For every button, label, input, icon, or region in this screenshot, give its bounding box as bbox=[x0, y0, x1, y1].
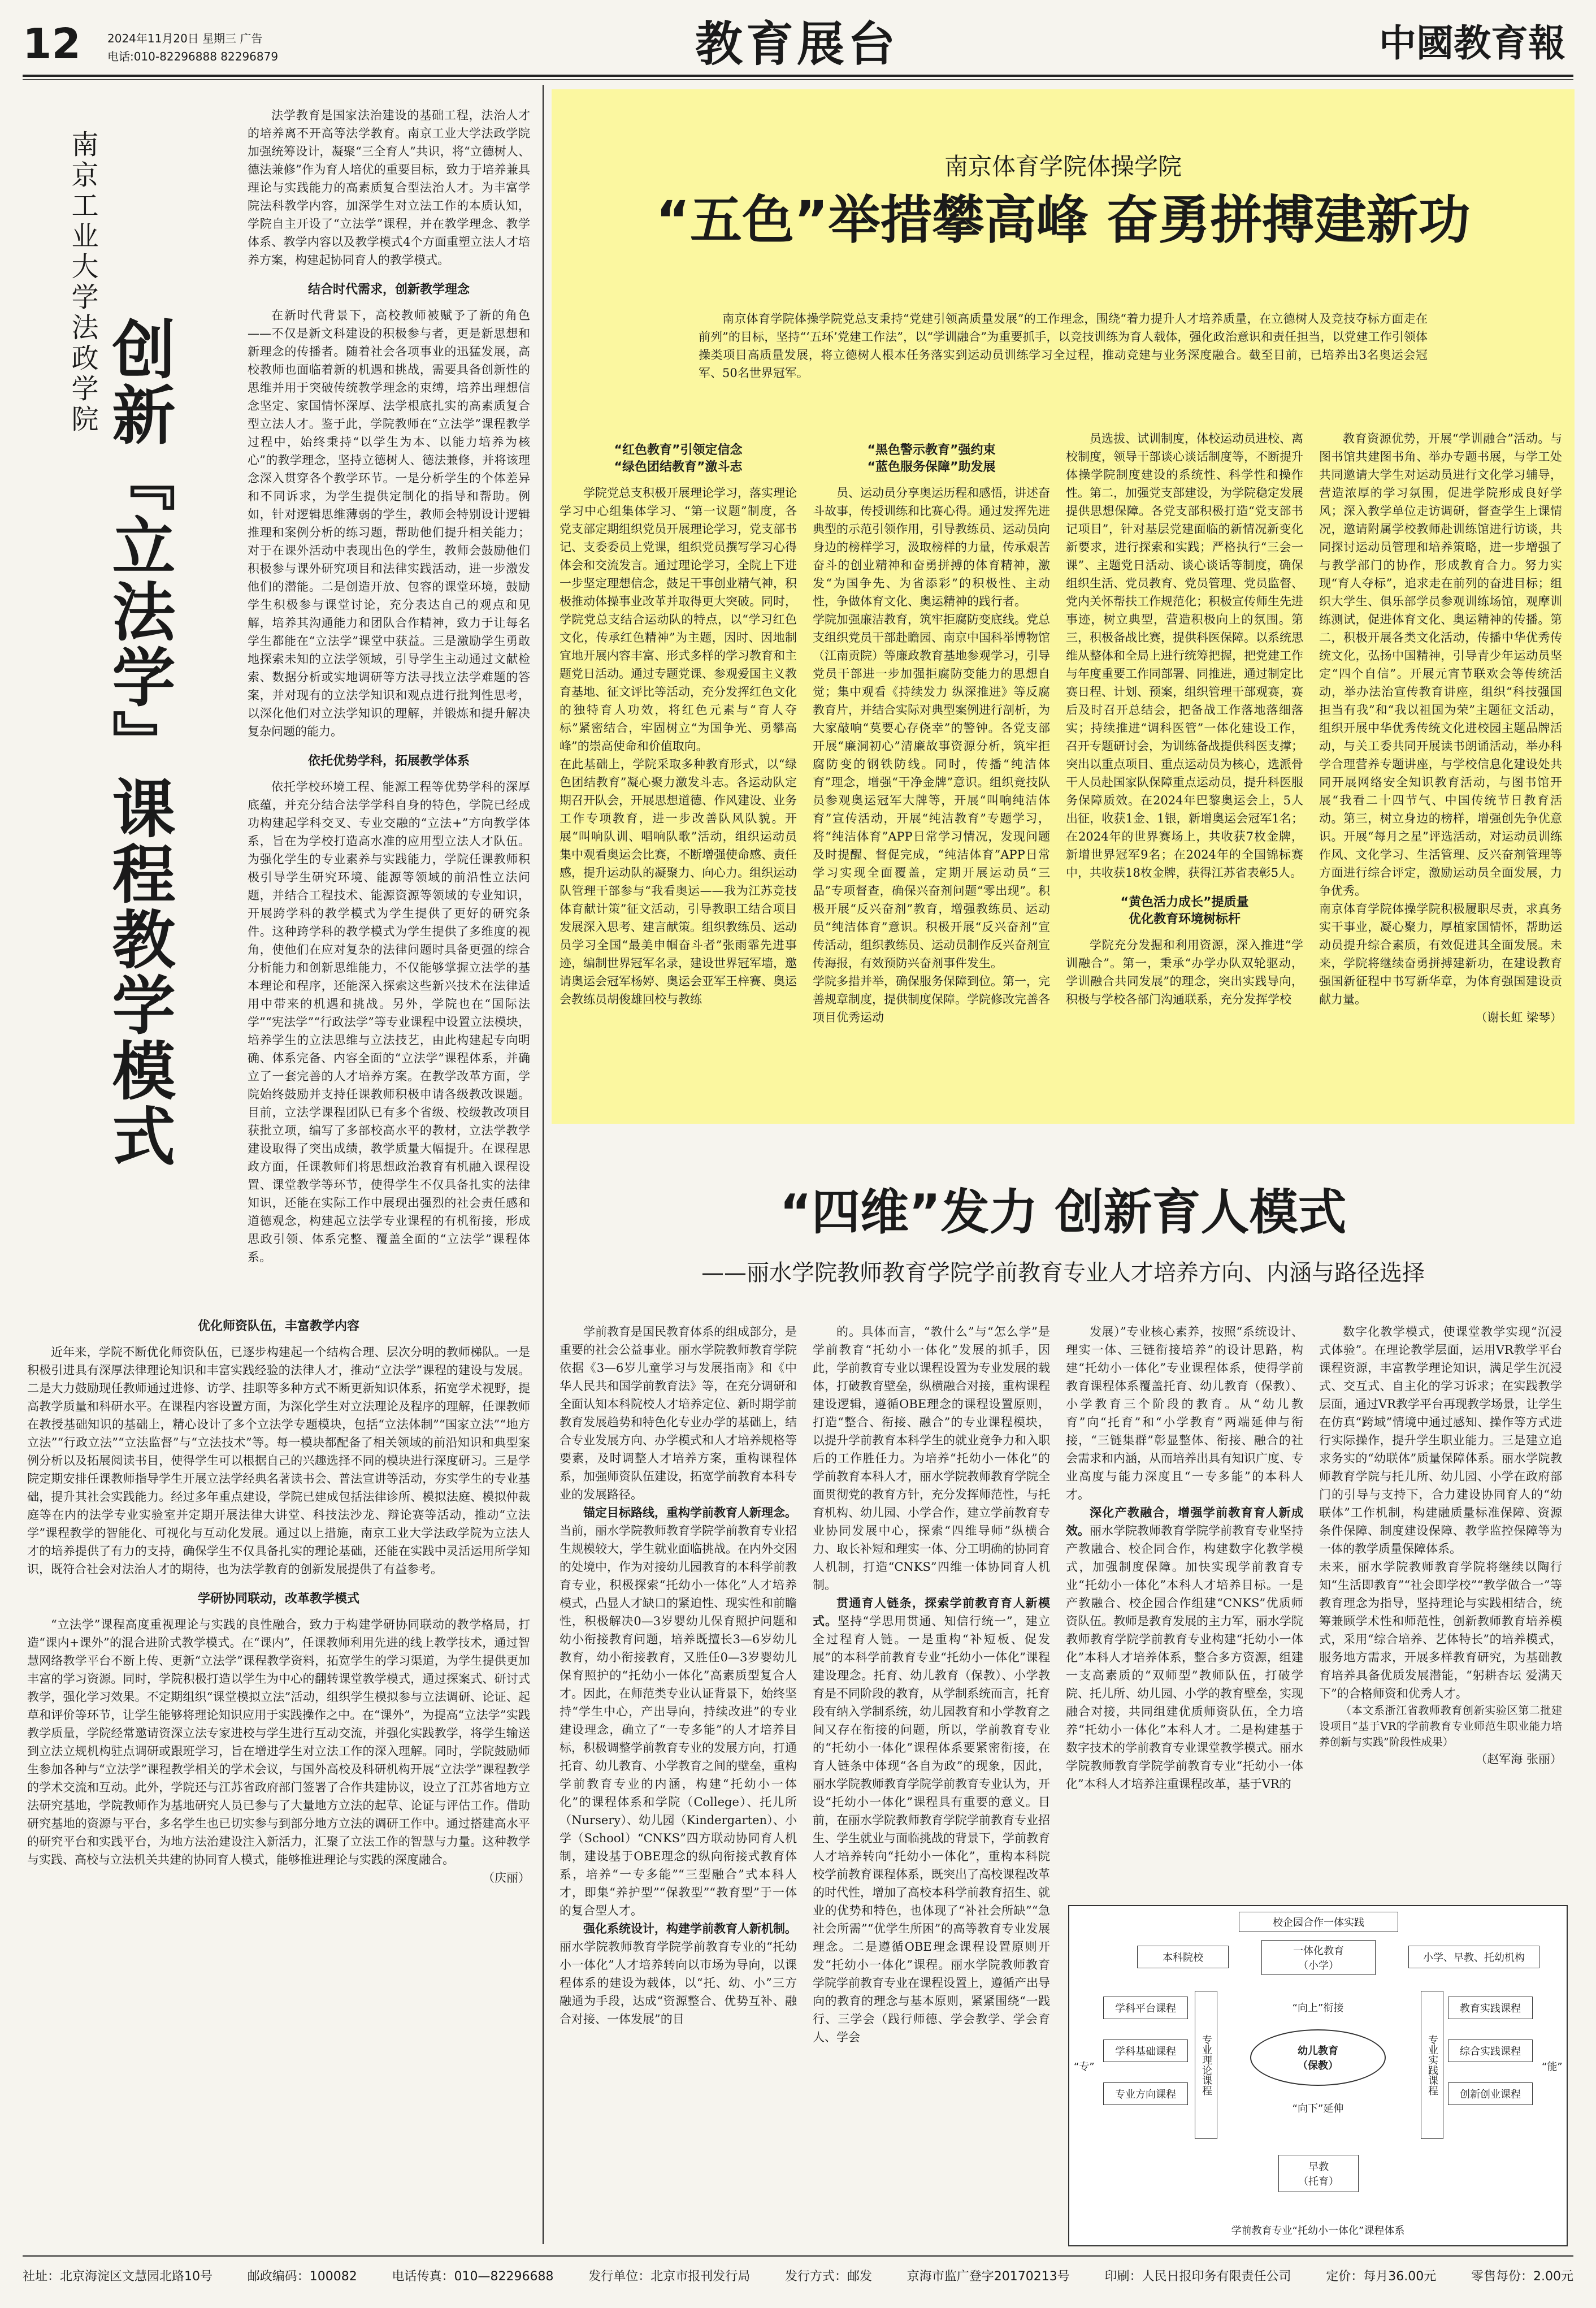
rb-c3-s-title: 深化产教融合，增强学前教育育人新成效。 bbox=[1066, 1506, 1303, 1538]
rb-col-3 bbox=[1066, 1323, 1303, 1899]
diagram-caption: 学前教育专业“托幼小一体化”课程体系 bbox=[1231, 2225, 1405, 2237]
left-s4-title: 学研协同联动，改革教学模式 bbox=[197, 1592, 359, 1606]
rb-subheadline: ——丽水学院教师教育学院学前教育专业人才培养方向、内涵与路径选择 bbox=[701, 1260, 1425, 1286]
yt-col-1 bbox=[560, 430, 797, 1102]
phone-line: 电话:010-82296888 82296879 bbox=[107, 50, 279, 63]
footer-rule bbox=[23, 2255, 1573, 2257]
rb-col-1 bbox=[560, 1323, 797, 2238]
yt-b1-title: “红色教育”引领定信念 “绿色团结教育”激斗志 bbox=[614, 443, 743, 474]
left-headline: 创新『立法学』课程教学模式 bbox=[102, 317, 175, 1169]
rb-c1-text: 学前教育是国民教育体系的组成部分，是重要的社会公益事业。丽水学院教师教育学院依据《3—6岁儿童学习与发展指南》和《中华人民共和国学前教育法》等，在充分调研和全面认知本科院校人才培养定位、新时期学前教育发展趋势和特色化专业办学的基础上，结合专业发展方向、办学模式和人才培养规格等要素，及时调整人才培养方案，重构课程体系，加强师资队伍建设，拓宽学前教育本科专业的发展路径。 bbox=[560, 1325, 797, 1501]
footer-price: 定价：每月36.00元 bbox=[1326, 2270, 1437, 2284]
rb-c1-s2-text: 丽水学院教师教育学院学前教育专业的“托幼小一体化”人才培养转向以市场为导向，以课程体系的建设为载体，以“托、幼、小”三方融通为手段，达成“资源整合、优势互补、融合对接、一体发展”的目 bbox=[560, 1940, 797, 2026]
footer-license: 京海市监广登字20170213号 bbox=[907, 2270, 1070, 2284]
yt-b2-text: 员、运动员分享奥运历程和感悟，讲述奋斗故事，传授训练和比赛心得。通过发挥先进典型的示范引领作用，引导教练员、运动员向身边的榜样学习，汲取榜样的力量，传承艰苦奋斗的创业精神和奋勇拼搏的体育精神，激发“为国争先、为省添彩”的积极性、主动性，争做体育文化、奥运精神的践行者。 学院加强廉洁教育，筑牢拒腐防变底线。党总支组织党员干部赴瞻园、南京中国科举博物馆（江南贡院）等廉政教育基地参观学习，引导党员干部进一步加强拒腐防变能力的思想自觉；集中观看《持续发力 纵深推进》等反腐教育片，并结合实际对典型案例进行剖析，为大家敲响“莫要心存侥幸”的警钟。各党支部开展“廉洞初心”清廉故事资源分析，筑牢拒腐防变的钢铁防线。同时，传播“纯洁体育”理念，增强“干净金牌”意识。组织竞技队员参观奥运冠军大牌等，开展“叫响纯洁体育”宣传活动，开展“纯洁教育”专题学习，将“纯洁体育”APP日常学习情况，发现问题及时提醒、督促完成，“纯洁体育”APP日常学习实现全面覆盖，定期开展运动员“三品”专项督查，确保兴奋剂问题“零出现”。积极开展“反兴奋剂”教育，增强教练员、运动员“纯洁体育”意识。积极开展“反兴奋剂”宣传活动，组织教练员、运动员制作反兴奋剂宣传海报，有效预防兴奋剂事件发生。 学院多措并举，确保服务保障到位。第一，完善规章制度，提供制度保障。学院修改完善各项目优秀运动 bbox=[813, 486, 1050, 1024]
right-top-school: 南京体育学院体操学院 bbox=[944, 153, 1182, 180]
footer-issuer2: 发行方式：邮发 bbox=[784, 2270, 872, 2284]
rb-c1-s-text: 当前，丽水学院教师教育学院学前教育专业招生规模较大，学生就业面临挑战。在内外交困的处境中，作为对接幼儿园教育的本科学前教育专业，积极探索“托幼小一体化”人才培养模式，凸显人才缺口的紧迫性、现实性和前瞻性，积极解决0—3岁婴幼儿保育照护问题和幼小衔接教育问题，培养既擅长3—6岁幼儿教育，幼小衔接教育，又胜任0—3岁婴幼儿保育照护的“托幼小一体化”高素质型复合人才。因此，在师范类专业认证背景下，始终坚持“学生中心，产出导向，持续改进”的专业建设理念，确立了“一专多能”的人才培养目标，积极调整学前教育专业的发展方向，打通托育、幼儿教育、小学教育之间的壁垒，重构学前教育专业的内涵，构建“托幼小一体化”的课程体系和学院（College）、托儿所（Nursery）、幼儿园（Kindergarten）、小学（School）“CNKS”四方联动协同育人机制，建设基于OBE理念的纵向衔接式教育体系，培养“一专多能”“三型融合”式本科人才，即集“养护型”“保教型”“教育型”于一体的复合型人才。 bbox=[560, 1524, 797, 1917]
left-s3-text: 近年来，学院不断优化师资队伍，已逐步构建起一个结构合理、层次分明的教师梯队。一是积极引进具有深厚法律理论知识和丰富实践经验的法律人才，推动“立法学”课程的建设与发展。二是大力鼓励现任教师通过进修、访学、挂职等多种方式不断更新知识体系，拓宽学术视野，提高教学质量和科研水平。在课程内容设置方面，为深化学生对立法理论及程序的理解，任课教师在教授基础知识的基础上，精心设计了多个立法学专题模块，包括“立法体制”“国家立法”“地方立法”“行政立法”“立法监督”与“立法技术”等。每一模块都配备了相关领域的前沿知识和典型案例分析以及拓展阅读书目，使得学生可以根据自己的兴趣选择不同的模块进行深度研习。三是学院定期安排任课教师指导学生开展立法学经典名著读书会、普法宣讲等活动，夯实学生的专业基础，提升其社会实践能力。经过多年重点建设，学院已建成包括法律诊所、模拟法庭、模拟仲裁庭等在内的法学专业实验室并定期开展法律大讲堂、科技法沙龙、辩论赛等活动，推动“立法学”课程教学的智能化、可视化与互动化发展。通过以上措施，南京工业大学法政学院为立法人才的培养提供了有力的支持，确保学生不仅具备扎实的理论基础，还能在实践中灵活运用所学知识，既符合社会对法治人才的期待，也为法学教育的创新发展提供了有益参考。 bbox=[27, 1345, 530, 1576]
diagram-right-col: 专业实践课程 bbox=[1421, 1991, 1443, 2139]
yt-b4-title: “黄色活力成长”提质量 优化教育环境树标杆 bbox=[1120, 895, 1249, 926]
diagram-center-top: 一体化教育 （小学） bbox=[1261, 1940, 1376, 1975]
yt-b2-title: “黑色警示教育”强约束 “蓝色服务保障”助发展 bbox=[867, 443, 996, 474]
rb-c1-s-title: 锚定目标路线，重构学前教育人新理念。 bbox=[583, 1506, 797, 1519]
section-title: 教育展台 bbox=[695, 16, 899, 72]
yt-author: （谢长虹 梁琴） bbox=[1475, 1011, 1562, 1024]
left-s1-text: 在新时代背景下，高校教师被赋予了新的角色——不仅是新文科建设的积极参与者，更是新思想和新理念的传播者。随着社会各项事业的迅猛发展，高校教师也面临着新的机遇和挑战，需要具备创新性的思维并用于突破传统教学理念的束缚，培养出理想信念坚定、家国情怀深厚、法学根底扎实的高素质复合型立法人才。鉴于此，学院教师在“立法学”课程教学过程中，始终秉持“以学生为本、以能力培养为核心”的教学理念，坚持立德树人、德法兼修，并将该理念深入贯穿各个教学环节。一是分析学生的个体差异和不同诉求，为学生提供定制化的指导和帮助。例如，针对逻辑思维薄弱的学生，教师会特别设计逻辑推理和案例分析的练习题，帮助他们提升相关能力；对于在课外活动中表现出色的学生，教师会鼓励他们积极参与课外研究项目和法律实践活动，进一步激发他们的潜能。二是创造开放、包容的课堂环境，鼓励学生积极参与课堂讨论，充分表达自己的观点和见解，培养其沟通能力和团队合作精神，致力于让每名学生都能在“立法学”课堂中获益。三是激励学生勇敢地探索未知的立法学领域，引导学生主动通过文献检索、数据分析或实地调研等方法寻找立法学难题的答案，并对现有的立法学知识和观点进行批判性思考，以深化他们对立法学知识的理解，并锻炼和提升解决复杂问题的能力。 bbox=[248, 309, 530, 738]
left-s3-title: 优化师资队伍，丰富教学内容 bbox=[197, 1319, 359, 1333]
footer bbox=[23, 2267, 1573, 2284]
footer-phone: 电话传真：010—82296688 bbox=[392, 2270, 554, 2284]
diagram-left-far: “专” bbox=[1074, 2061, 1095, 2073]
yt-b4-text: 学院充分发掘和利用资源，深入推进“学训融合”。第一，秉承“办学办队双轮驱动，学训融合共同发展”的理念，突出实践导向，积极与学校各部门沟通联系，充分发挥学校 bbox=[1066, 938, 1303, 1006]
diagram-left-items bbox=[1103, 1997, 1188, 2105]
yt-col-4 bbox=[1319, 430, 1562, 1102]
left-s4-text: “立法学”课程高度重视理论与实践的良性融合，致力于构建学研协同联动的教学格局，打造“课内+课外”的混合进阶式教学模式。在“课内”，任课教师利用先进的线上教学技术，通过智慧网络教学平台不断上传、更新“立法学”课程教学资料，拓宽学生的学习渠道，为学生提供更加丰富的学习资源。同时，学院积极打造以学生为中心的翻转课堂教学模式，通过探案式、研讨式教学，强化学习效果。不定期组织“课堂模拟立法”活动，组织学生模拟参与立法调研、论证、起草和评价等环节，让学生能够将理论知识应用于实践操作之中。在“课外”，为提高“立法学”实践教学质量，学院经常邀请资深立法专家进校与学生进行互动交流，并强化实践教学，将学生输送到立法立规机构驻点调研或跟班学习，旨在增进学生对立法工作的深入理解。同时，学院鼓励师生参加各种与“立法学”课程教学相关的学术会议，与国外高校及科研机构开展“立法学”课程教学的学术交流和互动。此外，学院还与江苏省政府部门签署了合作共建协议，设立了江苏省地方立法研究基地，学院教师作为基地研究人员已参与了大量地方立法的起草、论证与评估工作。借助研究基地的资源与平台，多名学生也已切实参与到部分地方立法的调研工作中。通过搭建高水平的研究平台和实践平台，为地方法治建设注入新活力，汇聚了立法工作的智慧与力量。这种教学与实践、高校与立法机关共建的协同育人模式，能够推进理论与实践的深度融合。 bbox=[27, 1618, 530, 1867]
diagram-bottom: 早教 （托育） bbox=[1278, 2155, 1359, 2192]
rb-c2-text: 的。具体而言，“教什么”与“怎么学”是学前教育“托幼小一体化”发展的抓手，因此，学前教育专业以课程设置为专业发展的载体，打破教育壁垒，纵横融合对接，重构课程建设逻辑，遵循OBE理念的课程设置原则，打造“整合、衔接、融合”的专业课程模块，以提升学前教育本科学生的就业竞争力和入职后的工作胜任力。为培养“托幼小一体化”的学前教育本科人才，丽水学院教师教育学院全面贯彻党的教育方针，充分发挥师范性，与托育机构、幼儿园、小学合作，建立学前教育专业协同发展中心，探索“四维导师”纵横合力、取长补短和理实一体、分工明确的协同育人机制，打造“CNKS”四维一体协同育人机制。 bbox=[813, 1325, 1050, 1592]
left-s2-title: 依托优势学科，拓展教学体系 bbox=[307, 754, 470, 768]
left-intro: 法学教育是国家法治建设的基础工程，法治人才的培养离不开高等法学教育。南京工业大学法政学院加强统筹设计，凝聚“三全育人”共识，将“立德树人、德法兼修”作为育人培优的重要目标，致力于培养兼具理论与实践能力的高素质复合型法治人才。为丰富学院法科教学内容，加深学生对立法工作的本质认知，学院自主开设了“立法学”课程，并在教学理念、教学体系、教学内容以及教学模式4个方面重塑立法人才培养方案，构建起协同育人的教学模式。 bbox=[248, 109, 530, 267]
diagram-right-far: “能” bbox=[1542, 2061, 1563, 2073]
yt-b5-text: 教育资源优势，开展“学训融合”活动。与图书馆共建图书角、举办专题书展，与学工处共同邀请大学生对运动员进行文化学习辅导，营造浓厚的学习氛围，促进学院形成良好学风；深入教学单位走访调研，督查学生上课情况，邀请附属学校教师赴训练馆进行访谈，共同探讨运动员管理和培养策略，进一步增强了与教学部门的协作，形成教育合力。努力实现“育人夺标”，追求走在前列的奋进目标；组织大学生、俱乐部学员参观训练场馆，观摩训练测试，促进体育文化、奥运精神的传播。第二，积极开展各类文化活动，传播中华优秀传统文化，弘扬中国精神，引导青少年运动员坚定“四个自信”。开展元宵节联欢会等传统活动，举办法治宣传教育讲座，组织“科技强国 担当有我”和“我以祖国为荣”主题征文活动，组织开展中华优秀传统文化进校园主题品牌活动，与关工委共同开展读书朗诵活动，举办科学合理营养专题讲座，与学校信息化建设处共同开展网络安全知识教育活动，与图书馆开展“我看二十四节气、中国传统节日教育活动。第三，树立身边的榜样，增强创先争优意识。开展“每月之星”评选活动，对运动员训练作风、文化学习、生活管理、反兴奋剂管理等方面进行综合评定，激励运动员全面发展，力争优秀。 南京体育学院体操学院积极履职尽责，求真务实干事业，凝心聚力，厚植家国情怀，帮助运动员提升综合素质，有效促进其全面发展。未来，学院将继续奋勇拼搏建新功，在建设教育强国新征程中书写新华章，为体育强国建设贡献力量。 bbox=[1319, 432, 1562, 1006]
footer-retail: 零售每份：2.00元 bbox=[1471, 2270, 1573, 2284]
rb-author: （赵军海 张丽） bbox=[1475, 1752, 1562, 1766]
diagram-top-label: 校企园合作一体实践 bbox=[1239, 1912, 1398, 1932]
diagram-right-item-2: 创新创业课程 bbox=[1448, 2082, 1533, 2105]
rb-headline: “四维”发力 创新育人模式 bbox=[779, 1184, 1347, 1241]
footer-issuer: 发行单位：北京市报刊发行局 bbox=[588, 2270, 751, 2284]
diagram-right-item-0: 教育实践课程 bbox=[1448, 1997, 1533, 2019]
yt-b1-text: 学院党总支积极开展理论学习，落实理论学习中心组集体学习、“第一议题”制度，各党支部定期组织党员开展理论学习，党支部书记、支委委员上党课，组织党员撰写学习心得体会和交流发言。通过理论学习，全院上下进一步坚定理想信念，鼓足干事创业精气神，积极推动体操事业改革并取得更大突破。同时，学院党总支结合运动队的特点，以“学习红色文化，传承红色精神”为主题，因时、因地制宜地开展内容丰富、形式多样的学习教育和主题党日活动。通过专题党课、参观爱国主义教育基地、征文评比等活动，充分发挥红色文化的独特育人功效，将红色元素与“育人夺标”紧密结合，牢固树立“为国争光、勇攀高峰”的崇高使命和价值取向。 在此基础上，学院采取多种教育形式，以“绿色团结教育”凝心聚力激发斗志。各运动队定期召开队会，开展思想道德、作风建设、业务工作专项教育，进一步改善队风队貌。开展“叫响队训、唱响队歌”活动，组织运动员集中观看奥运会比赛，不断增强使命感、责任感，提升运动队的凝聚力、向心力。组织运动队管理干部参与“我看奥运——我为江苏竞技体育献计策”征文活动，引导教职工结合项目发展深入思考、建言献策。组织教练员、运动员学习全国“最美申帼奋斗者”张雨霏先进事迹，编制世界冠军名录，建设世界冠军墙，邀请奥运会冠军杨婷、奥运会亚军王梓赛、奥运会教练员胡俊雄回校与教练 bbox=[560, 486, 797, 1006]
diagram-right-item-1: 综合实践课程 bbox=[1448, 2039, 1533, 2062]
date-line: 2024年11月20日 星期三 广告 bbox=[107, 32, 263, 45]
rb-c4-text: 数字化教学模式，使课堂教学实现“沉浸式体验”。在理论教学层面，运用VR教学平台课程资源，丰富教学理论知识，满足学生沉浸式、交互式、自主化的学习诉求；在实践教学层面，通过VR教学平台再现教学场景，让学生在仿真“跨域”情境中通过感知、操作等方式进行实际操作，提升学生职业能力。三是建立追求务实的“幼联体”质量保障体系。丽水学院教师教育学院与托儿所、幼儿园、小学在政府部门的引导与支持下，合力建设协同育人的“幼联体”工作机制，构建融质量标准保障、资源条件保障、制度建设保障、教学监控保障等为一体的教学质量保障体系。 未来，丽水学院教师教育学院将继续以陶行知“生活即教育”“社会即学校”“教学做合一”等教育理念为指导，坚持理论与实践相结合，统筹兼顾学术性和师范性，创新教师教育培养模式，采用“综合培养、艺体特长”的培养模式，服务地方需求，开展多样教育研究，为基础教育培养具备优质发展潜能，“躬耕杏坛 爱满天下”的合格师资和优秀人才。 bbox=[1319, 1325, 1562, 1700]
left-school-name: 南京工业大学法政学院 bbox=[67, 130, 98, 435]
rb-c4-note: （本文系浙江省教师教育创新实验区第二批建设项目“基于VR的学前教育专业师范生职业能力培养创新与实践”阶段性成果） bbox=[1319, 1704, 1562, 1748]
diagram-left-item-1: 学科基础课程 bbox=[1103, 2039, 1188, 2062]
diagram-left-top: 本科院校 bbox=[1137, 1946, 1229, 1968]
rb-col-2 bbox=[813, 1323, 1050, 2238]
diagram-center-item-1: 幼儿教育 （保教） bbox=[1250, 2029, 1386, 2086]
left-vertical-divider bbox=[543, 85, 544, 2244]
left-s1-title: 结合时代需求，创新教学理念 bbox=[307, 283, 470, 297]
page-number: 12 bbox=[23, 20, 81, 68]
diagram-left-col: 专业理论课程 bbox=[1195, 1991, 1217, 2139]
rb-col-4 bbox=[1319, 1323, 1562, 1899]
footer-post: 邮政编码：100082 bbox=[247, 2270, 357, 2284]
right-top-lead: 南京体育学院体操学院党总支秉持“党建引领高质量发展”的工作理念，围绕“着力提升人才培养质量，在立德树人及竞技夺标方面走在前列”的目标，坚持“‘五环’党建工作法”，以“学训融合”为重要抓手，以竞技训练为育人载体，强化政治意识和责任担当，以党建工作引领体操类项目高质量发展，将立德树人根本任务落实到运动员训练学习全过程，推动竞建与业务深度融合。截至目前，已培养出3名奥运会冠军、50名世界冠军。 bbox=[699, 312, 1428, 380]
rb-c3-s-text: 丽水学院教师教育学院学前教育专业坚持产教融合、校企同合作，构建数字化教学模式，加强制度保障。加快实现学前教育专业“托幼小一体化”本科人才培养目标。一是产教融合、校企园合作组建“CNKS”优质师资队伍。教师是教育发展的主力军，丽水学院教师教育学院学前教育专业构建“托幼小一体化”本科人才培养体系，整合多方资源，组建一支高素质的“双师型”教师队伍，打破学院、托儿所、幼儿园、小学的教育壁垒，实现融合对接，共同组建优质师资队伍，全力培养“托幼小一体化”本科人才。二是构建基于数字技术的学前教育专业课堂教学模式。丽水学院教师教育学院学前教育专业“托幼小一体化”本科人才培养注重课程改革，基于VR的 bbox=[1066, 1524, 1303, 1791]
footer-printer: 印刷：人民日报印务有限责任公司 bbox=[1104, 2270, 1291, 2284]
diagram-left-item-0: 学科平台课程 bbox=[1103, 1997, 1188, 2019]
header-rule-thin bbox=[23, 79, 1573, 80]
yt-col-2 bbox=[813, 430, 1050, 1102]
diagram-center-item-0: “向上”衔接 bbox=[1292, 2002, 1344, 2014]
header-rule bbox=[23, 75, 1573, 77]
left-col-main bbox=[248, 106, 530, 1332]
yt-col-3 bbox=[1066, 430, 1303, 1102]
right-top-headline: “五色”举措攀高峰 奋勇拼搏建新功 bbox=[656, 190, 1471, 250]
left-col-wide bbox=[27, 1306, 530, 1887]
diagram-center-items bbox=[1250, 1997, 1386, 2119]
diagram-right-items bbox=[1448, 1997, 1533, 2105]
paper-name: 中國教育報 bbox=[1379, 21, 1565, 65]
rb-c2-s-text: 坚持“学思用贯通、知信行统一”，建立全过程育人链。一是重构“补短板、促发展”的本科学前教育专业“托幼小一体化”课程建设理念。托育、幼儿教育（保教）、小学教育是不同阶段的教育，从学制系统而言，托育段有纳入学制系统，幼儿园教育和小学教育之间又存在衔接的问题，所以，学前教育专业的“托幼小一体化”课程体系要紧密衔接，在育人链条中体现“各自为政”的现象，因此，丽水学院教师教育学院学前教育专业认为，开设“托幼小一体化”课程具有重要的意义。目前，在丽水学院教师教育学院学前教育专业招生、学生就业与面临挑战的背景下，学前教育人才培养转向“托幼小一体化”，重构本科院校学前教育课程体系，既突出了高校课程改革的时代性，增加了高校本科学前教育招生、就业的优势和特色，也体现了“补社会所缺”“急社会所需”“优学生所困”的高等教育专业发展理念。二是遵循OBE理念课程设置原则开发“托幼小一体化”课程。丽水学院教师教育学院学前教育专业在课程设置上，遵循产出导向的教育的理念与基本原则，紧紧围绕“一践行、三学会（践行师德、学会教学、学会育人、学会 bbox=[813, 1614, 1050, 2044]
footer-address: 社址：北京海淀区文慧园北路10号 bbox=[23, 2270, 212, 2284]
diagram-center-item-2: “向下”延伸 bbox=[1292, 2103, 1344, 2115]
rb-c1-s2-title: 强化系统设计，构建学前教育人新机制。 bbox=[583, 1922, 797, 1935]
left-s2-text: 依托学校环境工程、能源工程等优势学科的深厚底蕴，并充分结合法学学科自身的特色，学院已经成功构建起学科交叉、专业交融的“立法+”方向教学体系，旨在为学校打造高水准的应用型立法人才队伍。为强化学生的专业素养与实践能力，学院任课教师积极引导学生研究环境、能源等领域的前沿性立法问题，并结合工程技术、能源资源等领域的专业知识，开展跨学科的教学模式为学生提供了更好的研究条件。这种跨学科的教学模式为学生提供了多维度的视角，使他们在应对复杂的法律问题时具备更强的综合分析能力和创新思维能力，不仅能够掌握立法学的基本理论和程序，还能深入探索这些新兴技术在法律适用中带来的机遇和挑战。另外，学院也在“国际法学”“宪法学”“行政法学”等专业课程中设置立法模块，培养学生的立法思维与立法技艺，由此构建起专向明确、体系完备、内容全面的“立法学”课程体系，并确立了一套完善的人才培养方案。在教学改革方面，学院始终鼓励并支持任课教师积极申请各级教改课题。目前，立法学课程团队已有多个省级、校级教改项目获批立项，编写了多部校高水平的教材，立法学教学建设取得了突出成绩，教学质量大幅提升。在课程思政方面，任课教师们将思想政治教育有机融入课程设置、课堂教学等环节，使得学生不仅具备扎实的法律知识，还能在实际工作中展现出强烈的社会责任感和道德观念，构建起立法学专业课程的有机衔接，形成思政引领、体系完整、覆盖全面的“立法学”课程体系。 bbox=[248, 780, 530, 1264]
yt-b3-text: 员选拔、试训制度，体校运动员进校、离校制度，领导干部谈心谈话制度等，不断提升体操学院制度建设的系统性、科学性和操作性。第二，加强党支部建设，为学院稳定发展提供思想保障。各党支部积极打造“党支部书记项目”，针对基层党建面临的新情况新变化新要求，进行探索和实践；严格执行“三会一课”、主题党日活动、谈心谈话等制度，确保组织生活、党员教育、党员管理、党员监督、党内关怀帮扶工作规范化；积极宣传师生先进事迹，树立典型，营造积极向上的氛围。第三，积极备战比赛，提供科医保障。以系统思维从整体和全局上进行统筹把握，把党建工作与年度重要工作同部署、同推进，通过制定比赛日程、计划、预案，组织管理干部观赛，赛后及时召开总结会，把备战工作落地落细落实；持续推进“调科医管”一体化建设工作，召开专题研讨会，为训练备战提供科医支撑；突出以重点项目、重点运动员为核心，选派骨干人员赴国家队保障重点运动员，提升科医服务保障质效。在2024年巴黎奥运会上，5人出征，收获1金、1银，新增奥运会冠军1名；在2024年的世界赛场上，共收获7枚金牌，新增世界冠军9名；在2024年的全国锦标赛中，共收获18枚金牌，获得江苏省表彰5人。 bbox=[1066, 432, 1303, 880]
curriculum-diagram bbox=[1068, 1905, 1568, 2246]
rb-c3-text: 发展）”专业核心素养，按照“系统设计、理实一体、三链衔接培养”的设计思路，构建“托幼小一体化”专业课程体系，使得学前教育课程体系覆盖托育、幼儿教育（保教）、小学教育三个阶段的教育。从“幼儿教育”向“托育”和“小学教育”两端延伸与衔接，“三链集群”彰显整体、衔接、融合的社会需求和内涵，从而培养出具有知识广度、专业高度与能力深度且“一专多能”的本科人才。 bbox=[1066, 1325, 1303, 1501]
rb-c2-s-title: 贯通育人链条，探索学前教育育人新模式。 bbox=[813, 1596, 1050, 1628]
diagram-left-item-2: 专业方向课程 bbox=[1103, 2082, 1188, 2105]
left-author: （庆丽） bbox=[483, 1871, 530, 1885]
diagram-right-top: 小学、早教、托幼机构 bbox=[1408, 1946, 1539, 1968]
